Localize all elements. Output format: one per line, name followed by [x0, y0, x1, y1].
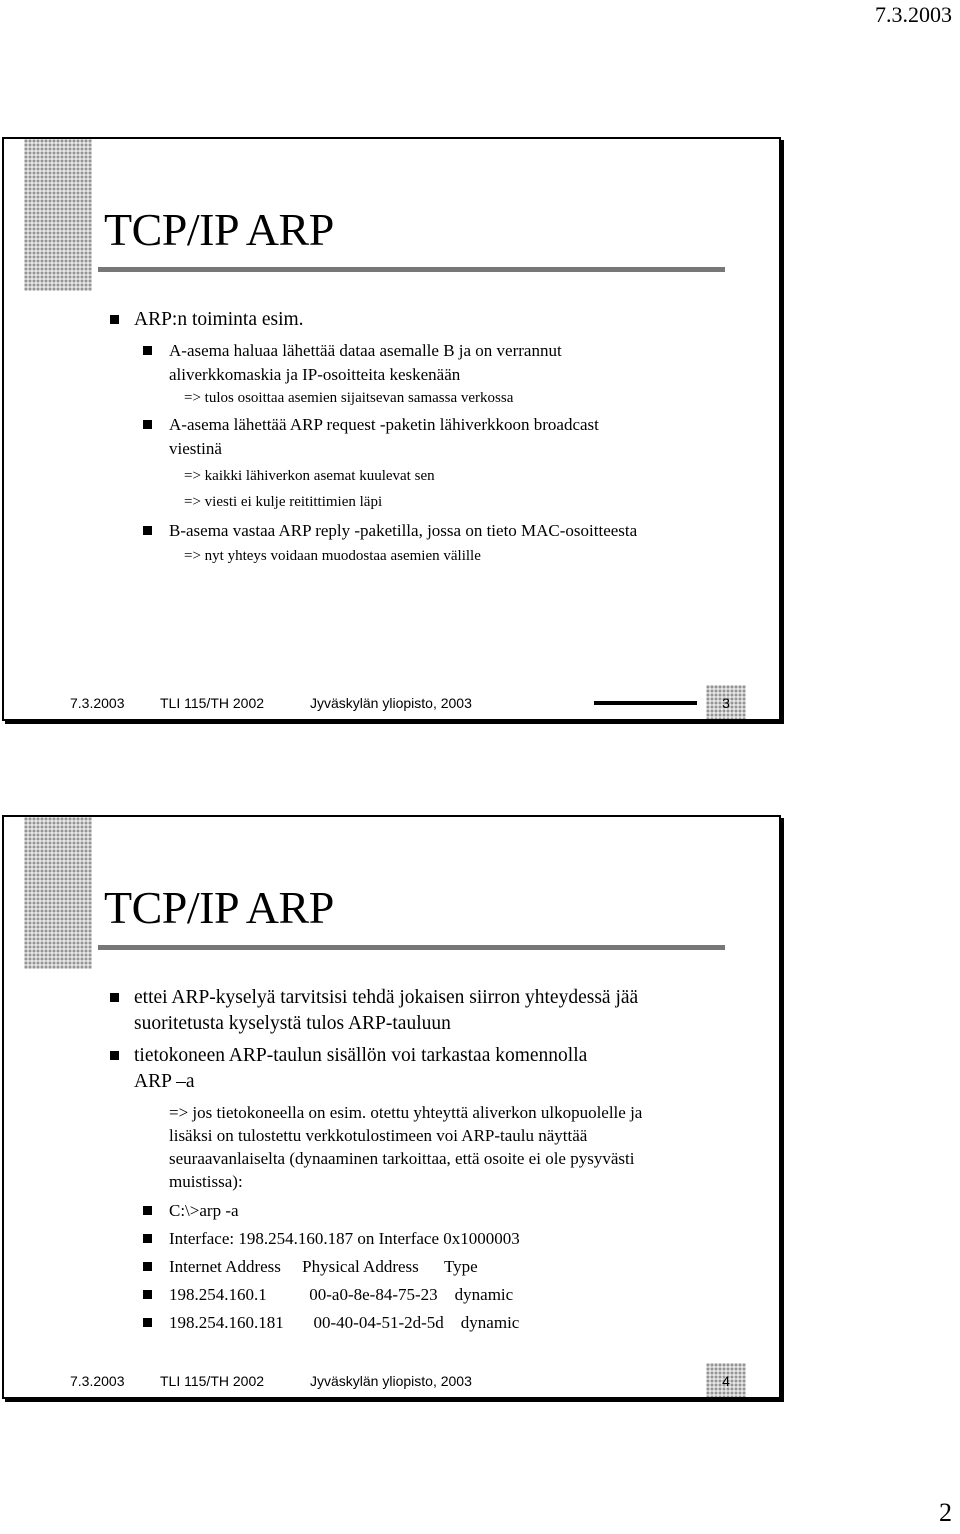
slide-3 — [2, 137, 781, 721]
bullet-line: A-asema haluaa lähettää dataa asemalle B ja on verrannut — [107, 339, 749, 363]
slide-bullets — [107, 307, 749, 567]
bullet-line: ettei ARP-kyselyä tarvitsisi tehdä jokaisen siirron yhteydessä jää — [107, 985, 749, 1011]
title-rule — [98, 945, 725, 950]
text-line: => kaikki lähiverkon asemat kuulevat sen — [184, 468, 435, 484]
slide-number: 3 — [722, 695, 730, 711]
text-line: ARP –a — [134, 1071, 195, 1092]
slide-title: TCP/IP ARP — [104, 204, 334, 255]
slide-bullets — [107, 985, 749, 1335]
text-line: muistissa): — [169, 1172, 243, 1191]
text-line: lisäksi on tulostettu verkkotulostimeen voi ARP-taulu näyttää — [169, 1126, 588, 1145]
text-line: => nyt yhteys voidaan muodostaa asemien välille — [184, 548, 481, 564]
slide-number: 4 — [722, 1373, 730, 1389]
bullet-line: C:\>arp -a — [107, 1199, 749, 1223]
slide-4 — [2, 815, 781, 1399]
title-rule — [98, 267, 725, 272]
bullet-line: tietokoneen ARP-taulun sisällön voi tarkastaa komennolla — [107, 1043, 749, 1069]
text-line: aliverkkomaskia ja IP-osoitteita keskenään — [169, 365, 461, 384]
slide-decoration — [24, 817, 92, 969]
bullet-line: ARP:n toiminta esim. — [107, 307, 749, 333]
bullet-line: B-asema vastaa ARP reply -paketilla, jossa on tieto MAC-osoitteesta — [107, 519, 749, 543]
text-line: => jos tietokoneella on esim. otettu yhteyttä aliverkon ulkopuolelle ja — [169, 1103, 643, 1122]
bullet-line: Interface: 198.254.160.187 on Interface 0x1000003 — [107, 1227, 749, 1251]
page-date: 7.3.2003 — [875, 2, 952, 27]
text-line: => viesti ei kulje reitittimien läpi — [184, 494, 383, 510]
slide-decoration — [24, 139, 92, 291]
bullet-line: 198.254.160.1 00-a0-8e-84-75-23 dynamic — [107, 1283, 749, 1307]
slide-footer — [70, 1373, 570, 1389]
page-number: 2 — [939, 1498, 952, 1527]
bullet-line: A-asema lähettää ARP request -paketin lähiverkkoon broadcast — [107, 413, 749, 437]
footer-rule — [594, 701, 697, 705]
footer-course: TLI 115/TH 2002 — [160, 1373, 265, 1389]
bullet-line: Internet Address Physical Address Type — [107, 1255, 749, 1279]
text-line: suoritetusta kyselystä tulos ARP-tauluun — [134, 1013, 451, 1034]
slide-title: TCP/IP ARP — [104, 882, 334, 933]
text-line: => tulos osoittaa asemien sijaitsevan samassa verkossa — [184, 390, 514, 406]
footer-course: TLI 115/TH 2002 — [160, 695, 265, 711]
text-line: viestinä — [169, 439, 222, 458]
footer-institution: Jyväskylän yliopisto, 2003 — [310, 1373, 472, 1389]
footer-institution: Jyväskylän yliopisto, 2003 — [310, 695, 472, 711]
slide-footer — [70, 695, 570, 711]
text-line: seuraavanlaiselta (dynaaminen tarkoittaa, että osoite ei ole pysyvästi — [169, 1149, 635, 1168]
footer-date: 7.3.2003 — [70, 1373, 125, 1389]
bullet-line: 198.254.160.181 00-40-04-51-2d-5d dynamic — [107, 1311, 749, 1335]
footer-date: 7.3.2003 — [70, 695, 125, 711]
